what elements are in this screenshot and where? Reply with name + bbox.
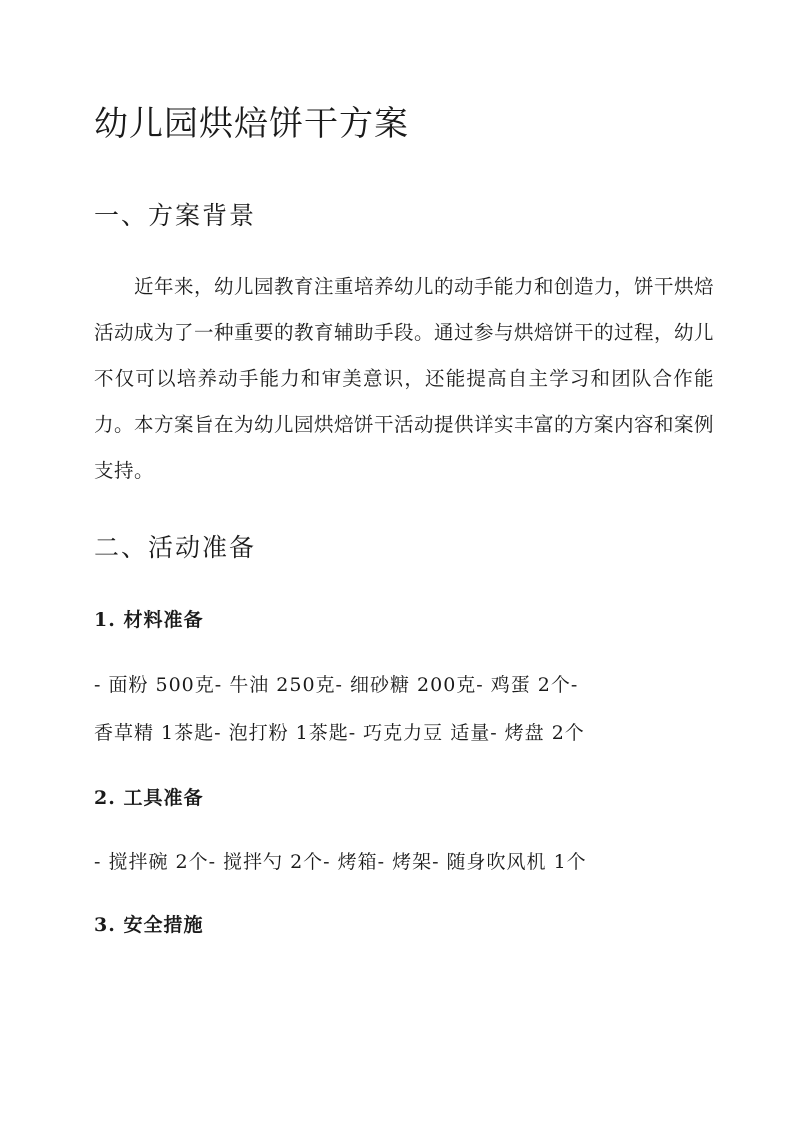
section-heading-background: 一、方案背景 xyxy=(94,201,257,230)
materials-list-line: - 面粉 500克- 牛油 250克- 细砂糖 200克- 鸡蛋 2个- xyxy=(94,674,579,696)
document-title: 幼儿园烘焙饼干方案 xyxy=(94,104,409,144)
safety-heading: 3. 安全措施 xyxy=(94,914,204,936)
section-heading-preparation: 二、活动准备 xyxy=(94,533,257,562)
materials-heading: 1. 材料准备 xyxy=(94,609,204,631)
background-paragraph: 近年来，幼儿园教育注重培养幼儿的动手能力和创造力，饼干烘焙活动成为了一种重要的教育辅助手段。通过参与烘焙饼干的过程，幼儿不仅可以培养动手能力和审美意识，还能提高自主学习和团队合作能力。本方案旨在为幼儿园烘焙饼干活动提供详实丰富的方案内容和案例支持。 xyxy=(94,275,715,482)
materials-list-line: 香草精 1茶匙- 泡打粉 1茶匙- 巧克力豆 适量- 烤盘 2个 xyxy=(94,722,585,744)
tools-heading: 2. 工具准备 xyxy=(94,787,204,809)
tools-list-line: - 搅拌碗 2个- 搅拌勺 2个- 烤箱- 烤架- 随身吹风机 1个 xyxy=(94,851,587,873)
